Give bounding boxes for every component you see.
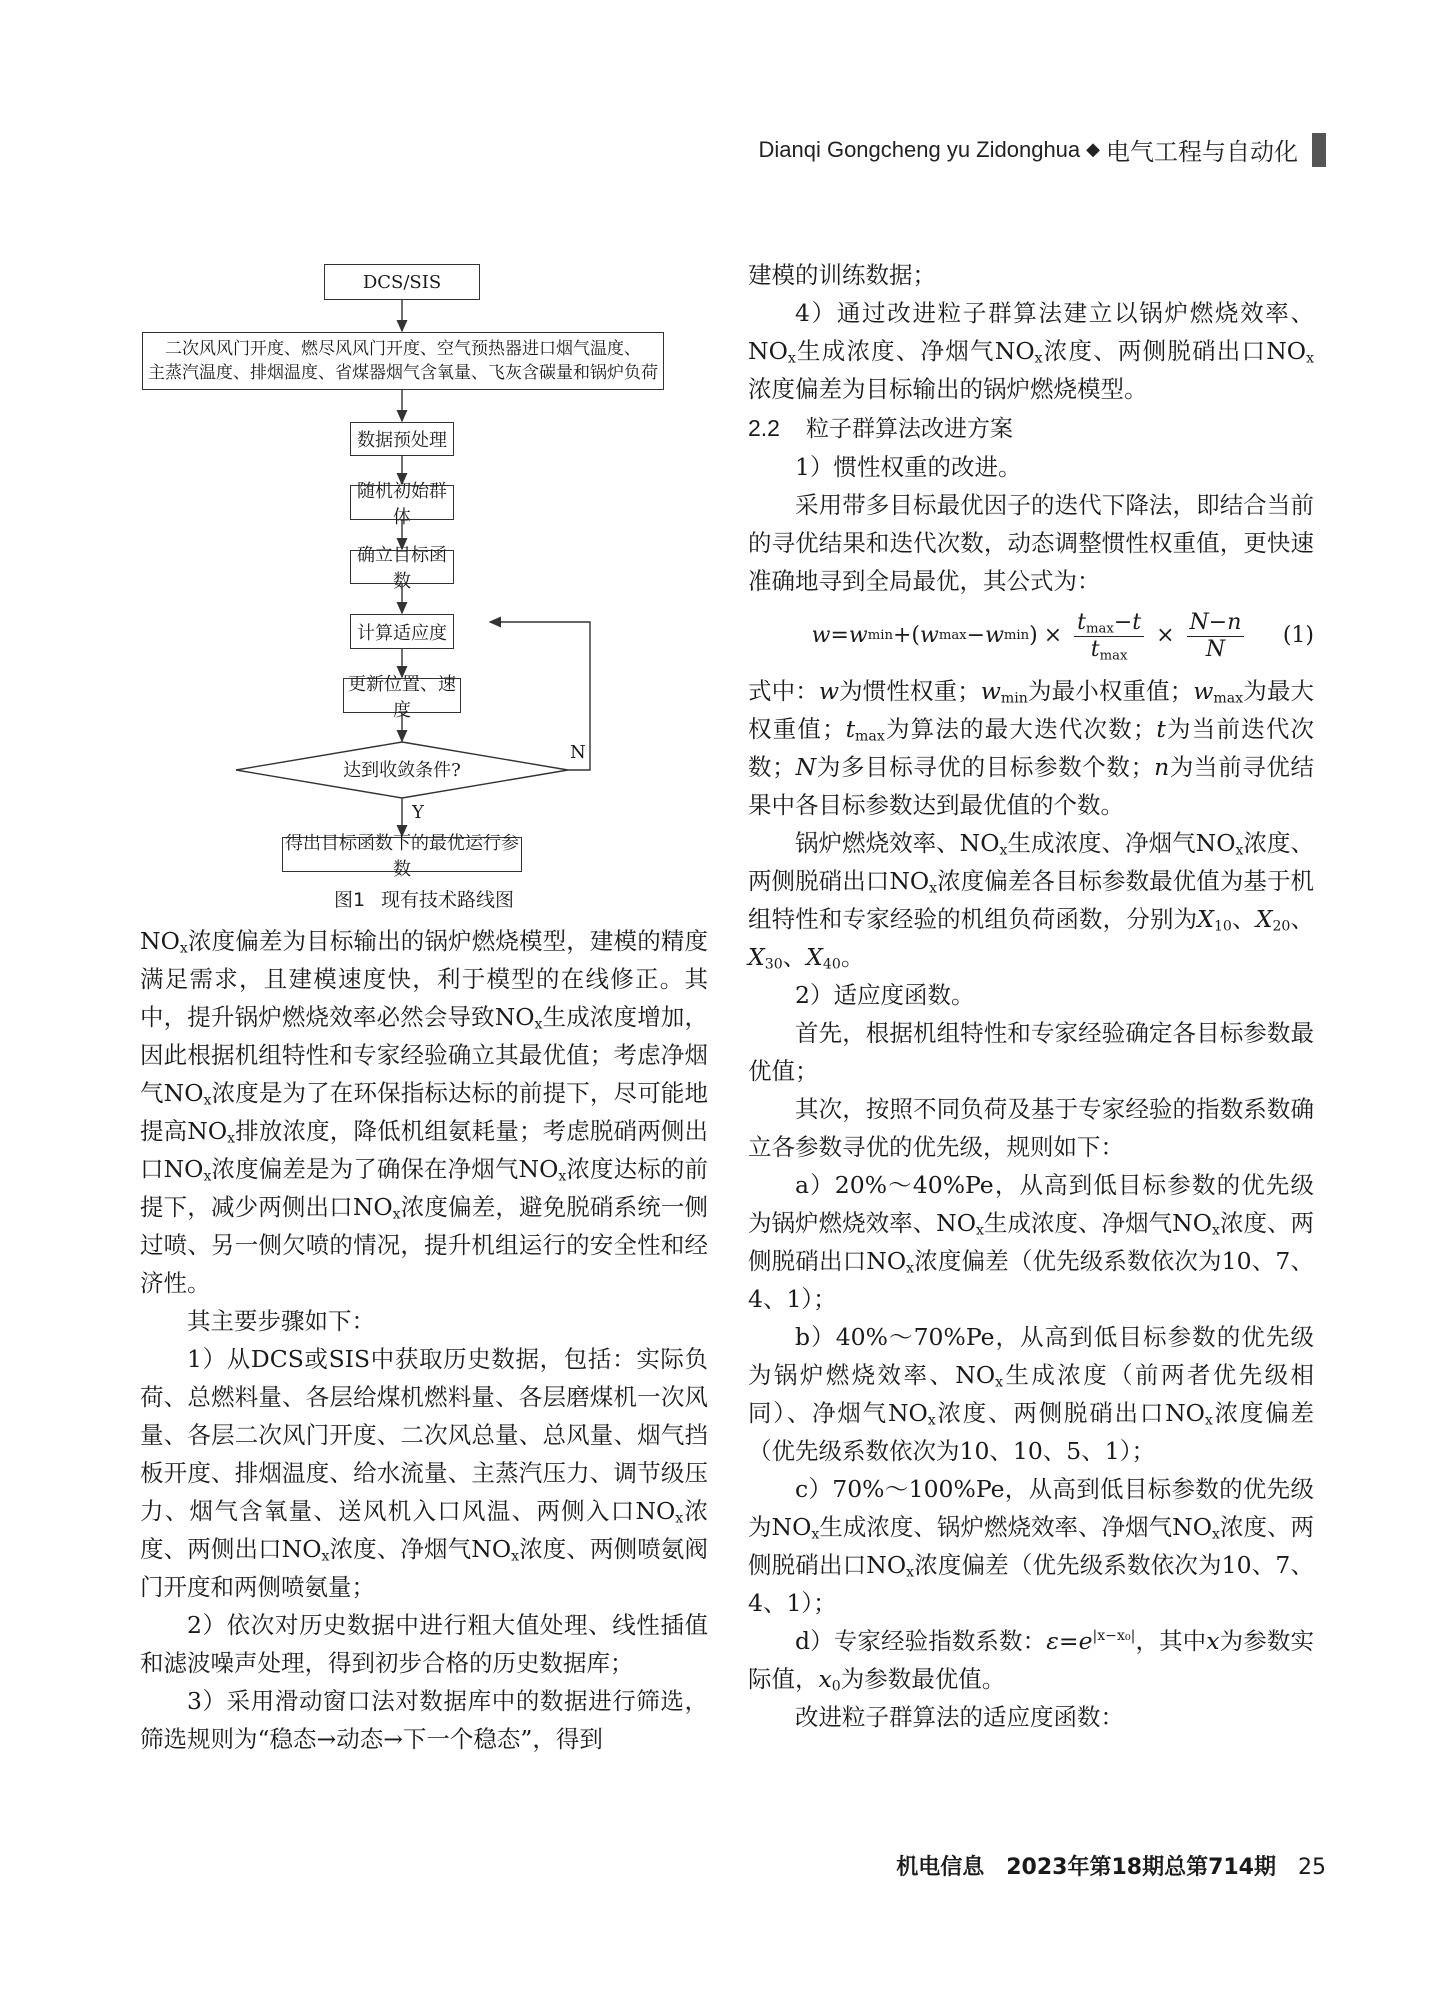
flow-box-fitness: 计算适应度 <box>350 614 454 649</box>
fraction-n: $\frac{N-n}{N}$ <box>1187 610 1245 663</box>
figure-title: 现有技术路线图 <box>381 889 515 911</box>
paragraph: 采用带多目标最优因子的迭代下降法，即结合当前的寻优结果和迭代次数，动态调整惯性权重值，更快速准确地寻到全局最优，其公式为： <box>748 491 1314 595</box>
paragraph: 改进粒子群算法的适应度函数： <box>795 1703 1124 1731</box>
flow-label-y: Y <box>412 802 424 823</box>
flow-box-random-init: 随机初始群体 <box>350 485 454 520</box>
right-column <box>748 256 1314 1736</box>
paragraph: 建模的训练数据； <box>748 261 936 289</box>
flow-box-update: 更新位置、速度 <box>343 678 461 713</box>
flow-box-result: 得出目标函数下的最优运行参数 <box>282 837 522 872</box>
section-title: 粒子群算法改进方案 <box>805 415 1013 441</box>
rule-d: d）专家经验指数系数：$\varepsilon=e^{|x-x_0|}$，其中x为参数实际值，$x_0$为参数最优值。 <box>748 1627 1315 1695</box>
paragraph: 首先，根据机组特性和专家经验确定各目标参数最优值； <box>748 1019 1314 1085</box>
flow-box-parameters-line1: 二次风风门开度、燃尽风风门开度、空气预热器进口烟气温度、 <box>165 339 641 359</box>
flow-label-n: N <box>570 742 586 763</box>
equation-number: (1) <box>1282 623 1314 648</box>
section-number: 2.2 <box>748 415 780 441</box>
diamond-icon: ◆ <box>1086 139 1100 159</box>
header-bar-mark <box>1312 133 1326 167</box>
step-2: 2）依次对历史数据中进行粗大值处理、线性插值和滤波噪声处理，得到初步合格的历史数据库； <box>140 1611 708 1677</box>
paragraph: 2）适应度函数。 <box>795 981 975 1009</box>
flowchart-figure <box>140 256 708 880</box>
journal-chinese-name: 电气工程与自动化 <box>1106 138 1298 166</box>
variable-definitions: 式中：w为惯性权重；$w_{min}$为最小权重值；$w_{max}$为最大权重值；$t_{max}$为算法的最大迭代次数；t为当前迭代次数；N为多目标寻优的目标参数个数；n为当前寻优结果中各目标参数达到最优值的个数。 <box>748 677 1315 819</box>
paragraph: 1）惯性权重的改进。 <box>795 453 1022 481</box>
journal-issue: 机电信息 2023年第18期总第714期 <box>896 1855 1276 1880</box>
left-column <box>140 922 708 1758</box>
paragraph: 其主要步骤如下： <box>187 1307 375 1335</box>
step-1: 1）从DCS或SIS中获取历史数据，包括：实际负荷、总燃料量、各层给煤机燃料量、各层磨煤机一次风量、各层二次风门开度、二次风总量、总风量、烟气挡板开度、排烟温度、给水流量、主蒸汽压力、调节级压力、烟气含氧量、送风机入口风温、两侧入口$NO_x$浓度、两侧出口$NO_x$浓度、净烟气$NO_x$浓度、两侧喷氨阀门开度和两侧喷氨量； <box>140 1345 709 1601</box>
page-number: 25 <box>1298 1855 1326 1880</box>
page-footer <box>896 1850 1326 1881</box>
step-4: 4）通过改进粒子群算法建立以锅炉燃烧效率、$NO_x$生成浓度、净烟气$NO_x$浓度、两侧脱硝出口$NO_x$浓度偏差为目标输出的锅炉燃烧模型。 <box>748 299 1315 403</box>
flow-decision-label: 达到收敛条件? <box>343 760 461 781</box>
section-heading <box>748 408 1314 448</box>
equation-1: w = w min +( w max − w min ) × $\frac{t_{max}-t}{t_{max}}$ × $\frac{N-n}{N}$ (1) <box>811 609 1314 663</box>
running-header <box>758 132 1326 167</box>
paragraph: 锅炉燃烧效率、$NO_x$生成浓度、净烟气$NO_x$浓度、两侧脱硝出口$NO_x$浓度偏差各目标参数最优值为基于机组特性和专家经验的机组负荷函数，分别为$X_{10}$、$X_{20}$、$X_{30}$、$X_{40}$。 <box>748 829 1315 973</box>
step-3: 3）采用滑动窗口法对数据库中的数据进行筛选，筛选规则为“稳态→动态→下一个稳态”，得到 <box>140 1687 708 1753</box>
rule-c: c）70%～100%Pe，从高到低目标参数的优先级为$NO_x$生成浓度、锅炉燃烧效率、净烟气$NO_x$浓度、两侧脱硝出口$NO_x$浓度偏差（优先级系数依次为10、7、4、1）； <box>748 1475 1315 1617</box>
figure-caption <box>140 885 708 912</box>
rule-b: b）40%～70%Pe，从高到低目标参数的优先级为锅炉燃烧效率、$NO_x$生成浓度（前两者优先级相同）、净烟气$NO_x$浓度、两侧脱硝出口$NO_x$浓度偏差（优先级系数依次为10、10、5、1）； <box>748 1323 1315 1465</box>
flow-box-objective: 确立目标函数 <box>350 550 454 584</box>
fraction-t: $\frac{t_{max}-t}{t_{max}}$ <box>1074 610 1144 663</box>
flow-box-parameters <box>142 332 664 390</box>
flow-box-dcs-sis: DCS/SIS <box>324 264 480 300</box>
rule-a: a）20%～40%Pe，从高到低目标参数的优先级为锅炉燃烧效率、$NO_x$生成浓度、净烟气$NO_x$浓度、两侧脱硝出口$NO_x$浓度偏差（优先级系数依次为10、7、4、1）； <box>748 1171 1315 1313</box>
flow-box-preprocess: 数据预处理 <box>350 422 454 456</box>
flow-box-parameters-line2: 主蒸汽温度、排烟温度、省煤器烟气含氧量、飞灰含碳量和锅炉负荷 <box>148 363 658 383</box>
journal-pinyin: Dianqi Gongcheng yu Zidonghua <box>758 136 1081 162</box>
figure-number: 图1 <box>333 889 366 911</box>
paragraph: $NO_x$浓度偏差为目标输出的锅炉燃烧模型，建模的精度满足需求，且建模速度快，利于模型的在线修正。其中，提升锅炉燃烧效率必然会导致$NO_x$生成浓度增加，因此根据机组特性和专家经验确立其最优值；考虑净烟气$NO_x$浓度是为了在环保指标达标的前提下，尽可能地提高$NO_x$排放浓度，降低机组氨耗量；考虑脱硝两侧出口$NO_x$浓度偏差是为了确保在净烟气$NO_x$浓度达标的前提下，减少两侧出口$NO_x$浓度偏差，避免脱硝系统一侧过喷、另一侧欠喷的情况，提升机组运行的安全性和经济性。 <box>140 927 709 1297</box>
paragraph: 其次，按照不同负荷及基于专家经验的指数系数确立各参数寻优的优先级，规则如下： <box>748 1095 1314 1161</box>
